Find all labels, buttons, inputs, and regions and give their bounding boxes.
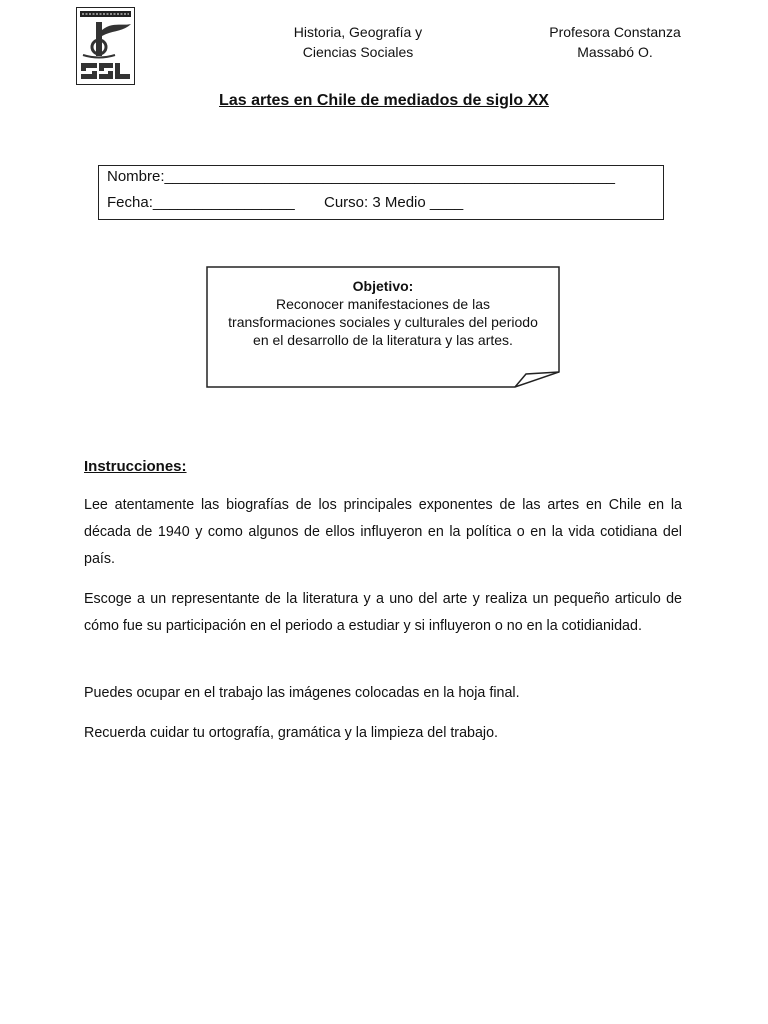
student-info-box <box>98 165 664 220</box>
objective-content <box>226 277 540 349</box>
name-row <box>107 168 615 185</box>
document-title: Las artes en Chile de mediados de siglo XX <box>219 92 549 109</box>
objective-text: Reconocer manifestaciones de las transformaciones sociales y culturales del periodo en el desarrollo de la literatura y las artes. <box>228 296 538 348</box>
teacher-line-1: Profesora Constanza <box>549 24 681 40</box>
subject-heading <box>272 22 444 62</box>
instruction-paragraph: Puedes ocupar en el trabajo las imágenes colocadas en la hoja final. <box>84 685 520 701</box>
date-label: Fecha: <box>107 194 153 211</box>
subject-line-1: Historia, Geografía y <box>293 24 423 40</box>
school-logo <box>76 7 135 85</box>
name-blank: ______________________________________________________ <box>164 168 616 185</box>
course-field: Curso: 3 Medio ____ <box>324 194 464 211</box>
objective-title: Objetivo: <box>352 278 414 294</box>
date-row <box>107 194 295 211</box>
subject-line-2: Ciencias Sociales <box>302 44 414 60</box>
instruction-paragraph: Escoge a un representante de la literatura y a uno del arte y realiza un pequeño articulo de cómo fue su participación en el periodo a estudiar y si influyeron o no en la cotidianidad. <box>84 591 682 634</box>
teacher-heading <box>533 22 697 62</box>
instructions-title: Instrucciones: <box>84 458 187 475</box>
teacher-line-2: Massabó O. <box>577 44 653 60</box>
date-blank: _________________ <box>152 194 295 211</box>
name-label: Nombre: <box>107 168 165 185</box>
instruction-paragraph: Lee atentamente las biografías de los principales exponentes de las artes en Chile en la década de 1940 y como algunos de ellos influyeron en la política o en la vida cotidiana del país. <box>84 497 682 567</box>
objective-box <box>206 266 560 388</box>
instruction-paragraph: Recuerda cuidar tu ortografía, gramática y la limpieza del trabajo. <box>84 725 499 741</box>
